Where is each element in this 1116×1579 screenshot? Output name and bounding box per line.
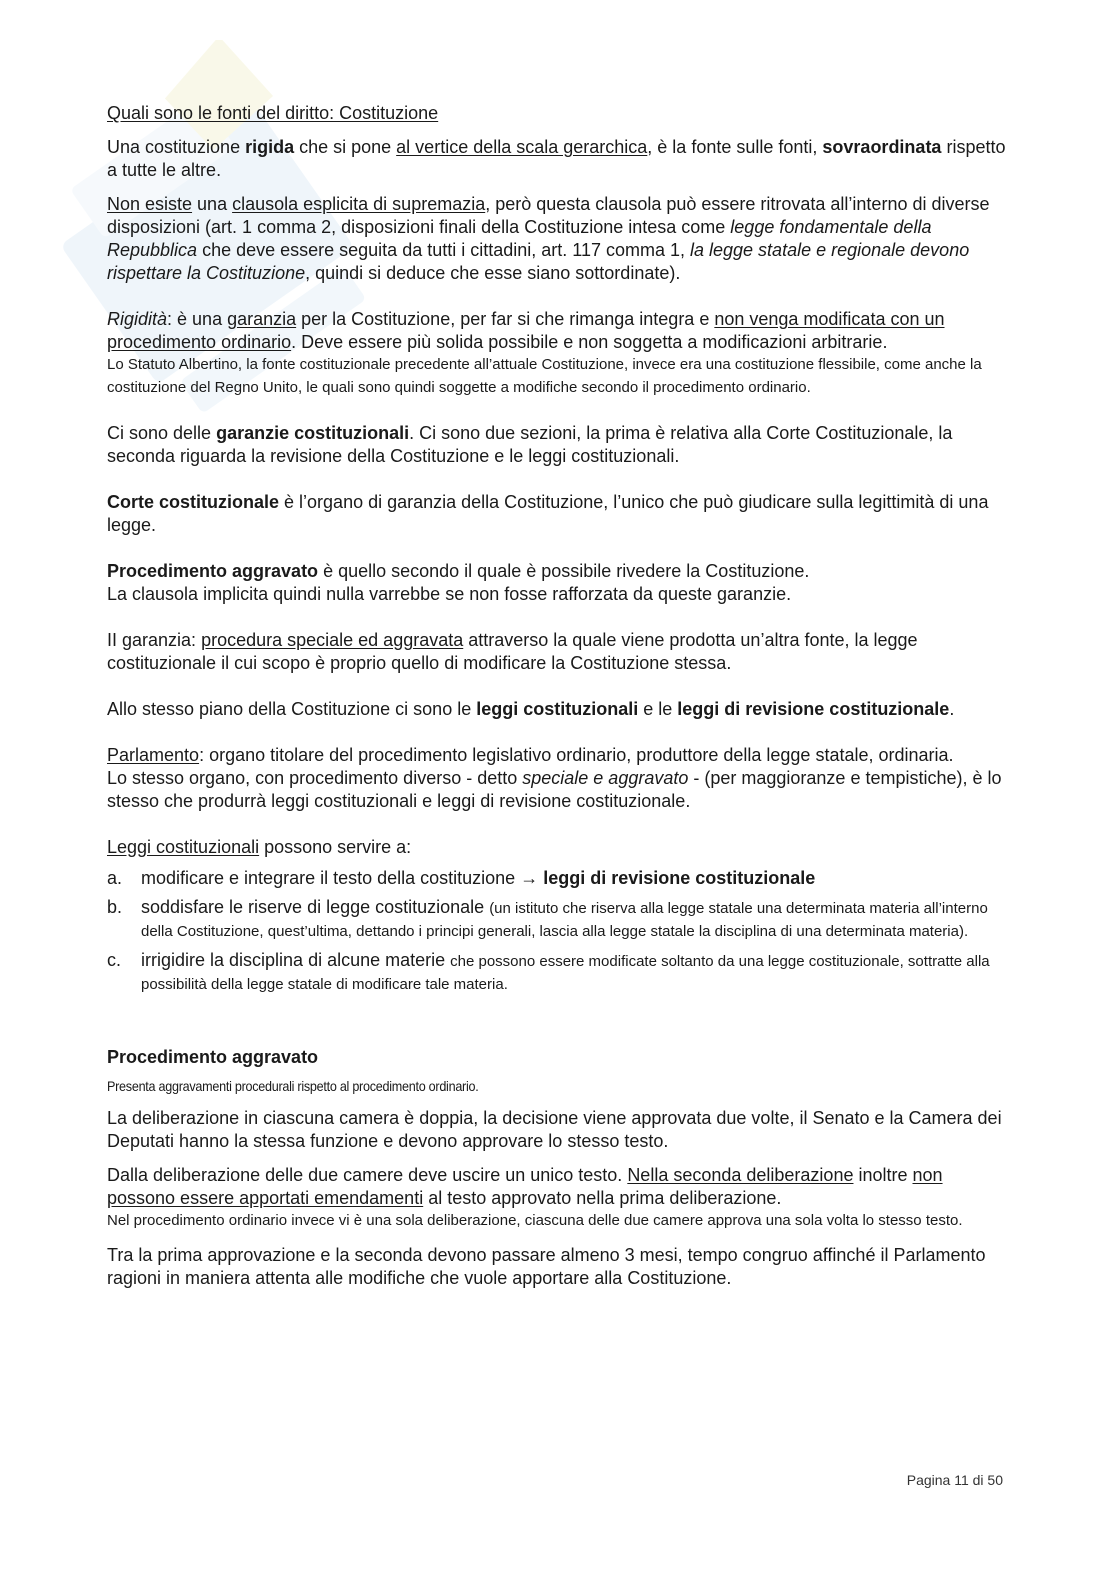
paragraph-garanzie: Ci sono delle garanzie costituzionali. Ci sono due sezioni, la prima è relativa alla Corte Costituzionale, la seconda riguarda la revisione della Costituzione e le leggi costituzionali.	[107, 423, 953, 466]
paragraph-procedimento: Procedimento aggravato è quello secondo il quale è possibile rivedere la Costituzione.	[107, 561, 810, 581]
page-number: Pagina 11 di 50	[906, 1472, 1003, 1488]
paragraph-parlamento: Parlamento: organo titolare del procedimento legislativo ordinario, produttore della legge statale, ordinaria.	[107, 745, 954, 765]
paragraph-leggi-costituzionali: Leggi costituzionali possono servire a:	[107, 837, 412, 857]
note-statuto-albertino: Lo Statuto Albertino, la fonte costituzionale precedente all’attuale Costituzione, invece era una costituzione flessibile, come anche la costituzione del Regno Unito, le quali sono quindi soggette a modifiche secondo il procedimento ordinario.	[107, 356, 982, 396]
paragraph-costituzione: Una costituzione rigida che si pone al vertice della scala gerarchica, è la fonte sulle fonti, sovraordinata rispetto a tutte le altre.	[107, 137, 1006, 180]
paragraph-seconda-garanzia: II garanzia: procedura speciale ed aggravata attraverso la quale viene prodotta un’altra fonte, la legge costituzionale il cui scopo è proprio quello di modificare la Costituzione stessa.	[107, 630, 918, 673]
list-marker: b.	[107, 897, 123, 917]
paragraph-corte: Corte costituzionale è l’organo di garanzia della Costituzione, l’unico che può giudicare sulla legittimità di una legge.	[107, 492, 989, 535]
paragraph-unico-testo: Dalla deliberazione delle due camere deve uscire un unico testo. Nella seconda deliberazione inoltre non possono essere apportati emendamenti al testo approvato nella prima deliberazione.	[107, 1165, 943, 1208]
list-item: c. irrigidire la disciplina di alcune materie che possono essere modificate soltanto da una legge costituzionale, sottratte alla possibilità della legge statale di modificare tale materia.	[107, 949, 1012, 996]
list-item: b. soddisfare le riserve di legge costituzionale (un istituto che riserva alla legge statale una determinata materia all’interno della Costituzione, quest’ultima, dettando i principi generali, lascia alla legge statale la disciplina di una determinata materia).	[107, 896, 1012, 943]
paragraph-supremazia: Non esiste una clausola esplicita di supremazia, però questa clausola può essere ritrovata all’interno di diverse disposizioni (art. 1 comma 2, disposizioni finali della Costituzione intesa come legge fondamentale della Repubblica che deve essere seguita da tutti i cittadini, art. 117 comma 1, la legge statale e regionale devono rispettare la Costituzione, quindi si deduce che esse siano sottordinate).	[107, 194, 990, 283]
document-body	[107, 102, 1012, 1290]
section-heading-procedimento: Procedimento aggravato	[107, 1047, 319, 1067]
subnote: Presenta aggravamenti procedurali rispetto al procedimento ordinario.	[107, 1078, 479, 1094]
list-marker: a.	[107, 868, 123, 888]
paragraph-stesso-piano: Allo stesso piano della Costituzione ci sono le leggi costituzionali e le leggi di revisione costituzionale.	[107, 699, 955, 719]
arrow-right-icon: →	[520, 868, 539, 888]
note-procedimento-ordinario: Nel procedimento ordinario invece vi è una sola deliberazione, ciascuna delle due camere approva una sola volta lo stesso testo.	[107, 1212, 963, 1229]
paragraph-clausola: La clausola implicita quindi nulla varrebbe se non fosse rafforzata da queste garanzie.	[107, 584, 792, 604]
list-marker: c.	[107, 950, 122, 970]
paragraph-stesso-organo: Lo stesso organo, con procedimento diverso - detto speciale e aggravato - (per maggioranze e tempistiche), è lo stesso che produrrà leggi costituzionali e leggi di revisione costituzionale.	[107, 768, 1002, 811]
list-item: a. modificare e integrare il testo della costituzione → leggi di revisione costituzionale	[107, 868, 816, 888]
section-heading: Quali sono le fonti del diritto: Costituzione	[107, 103, 439, 123]
paragraph-tre-mesi: Tra la prima approvazione e la seconda devono passare almeno 3 mesi, tempo congruo affinché il Parlamento ragioni in maniera attenta alle modifiche che vuole apportare alla Costituzione.	[107, 1244, 986, 1288]
paragraph-deliberazione: La deliberazione in ciascuna camera è doppia, la decisione viene approvata due volte, il Senato e la Camera dei Deputati hanno la stessa funzione e devono approvare lo stesso testo.	[107, 1108, 1002, 1151]
paragraph-rigidita: Rigidità: è una garanzia per la Costituzione, per far si che rimanga integra e non venga modificata con un procedimento ordinario. Deve essere più solida possibile e non soggetta a modificazioni arbitrarie.	[107, 309, 945, 352]
